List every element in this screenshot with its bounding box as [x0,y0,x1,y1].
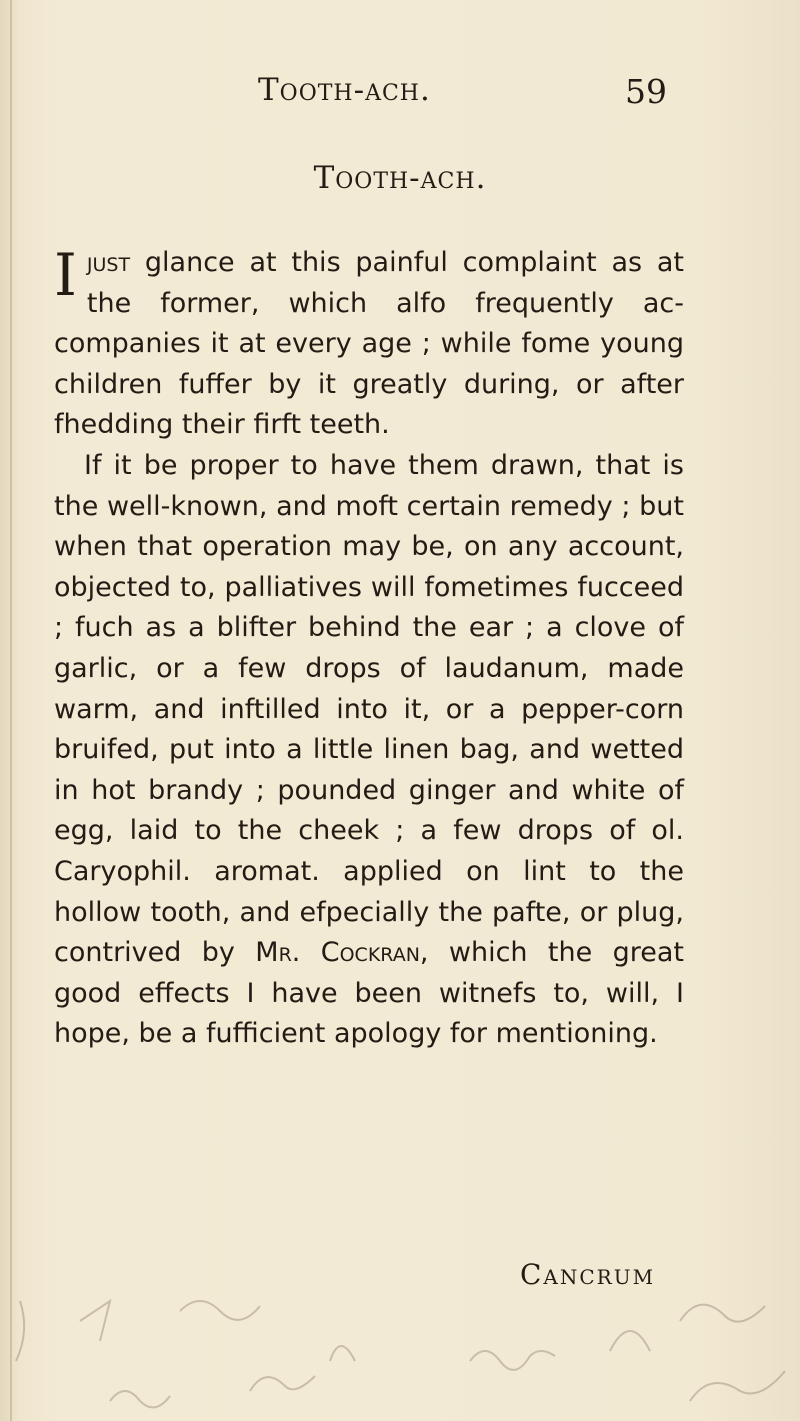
paragraph-1-text: glance at this painful complaint as at the former, which alfo frequently accompanies it at every age ; while fome young children fuffer by it greatly during, or after fhedding their firft teeth. [54,247,684,441]
paragraph-2-text-after: , which the great good effects I have been witnefs to, will, I hope, be a fufficient apology for mentioning. [54,937,684,1050]
bleed-mark [680,1305,765,1322]
catchword: Cancrum [520,1258,656,1291]
running-title: Tooth-ach. [258,72,431,108]
paragraph-2-text-before: If it be proper to have them drawn, that is the well-known, and moft certain remedy ; but when that operation may be, on any account, objected to, palliatives will fometimes fucceed ; fuch as a blifter behind the ear ; a clove of garlic, or a few drops of laudanum, made warm, and inftilled into it, or a pepper-corn bruifed, put into a little linen bag, and wetted in hot brandy ; pounded ginger and white of egg, laid to the cheek ; a few drops of ol. Caryophil. aromat. applied on lint to the hollow tooth, and efpecially the pafte, or plug, contrived by [54,449,684,969]
person-name: Mr. Cockran [255,937,420,969]
body-text [54,243,684,1055]
page-number: 59 [625,72,667,111]
binding-gutter [10,0,12,1421]
bleed-mark [330,1346,355,1361]
paragraph-1 [54,243,684,446]
running-head [0,72,800,112]
bleed-mark [250,1376,315,1391]
bleed-through-marks [0,1281,800,1421]
section-title: Tooth-ach. [313,160,487,196]
paragraph-2 [54,446,684,1055]
bleed-mark [690,1371,785,1401]
lead-word: just [86,247,131,278]
drop-cap: I [54,241,77,309]
bleed-mark [110,1391,170,1407]
bleed-mark [180,1301,260,1320]
bleed-mark [470,1351,555,1370]
bleed-mark [80,1301,110,1341]
bleed-mark [16,1301,24,1361]
bleed-mark [610,1331,650,1351]
